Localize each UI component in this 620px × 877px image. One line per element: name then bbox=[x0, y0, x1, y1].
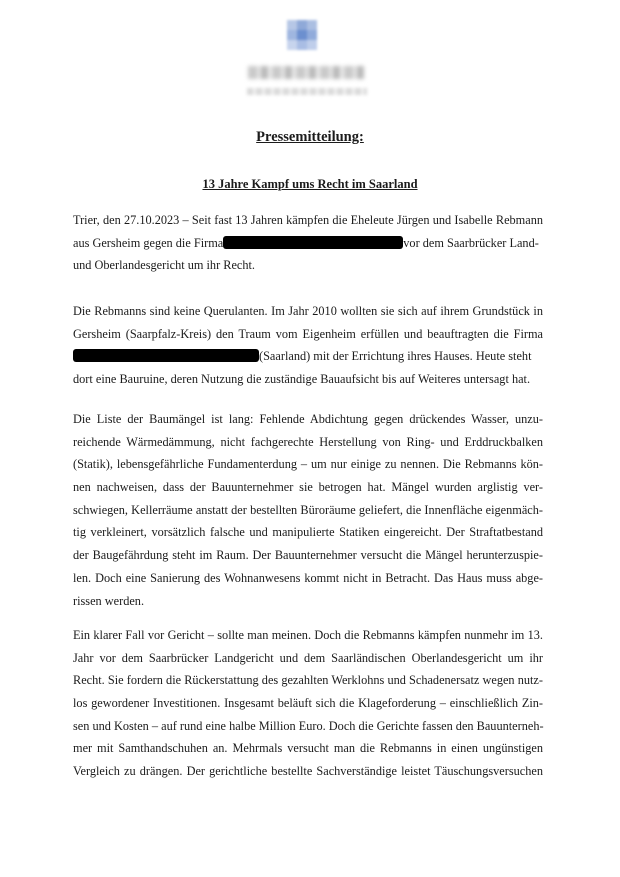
text-line: rissen werden. bbox=[73, 593, 145, 608]
text-line: Vergleich zu drängen. Der gerichtliche bestellte Sachverständige leistet Täuschungsversuchen bbox=[73, 764, 543, 779]
text-line: reichende Wärmedämmung, nicht fachgerechte Herstellung von Ring- und Erddruckbalken bbox=[73, 434, 543, 449]
text-line: Jahr vor dem Saarbrücker Landgericht und dem Saarländischen Oberlandesgericht um ihr bbox=[73, 650, 543, 665]
text-line: Die Rebmanns sind keine Querulanten. Im Jahr 2010 wollten sie sich auf ihrem Grundstück in bbox=[73, 304, 543, 318]
press-release-headline: 13 Jahre Kampf ums Recht im Saarland bbox=[202, 177, 418, 191]
letterhead-logo bbox=[287, 20, 317, 50]
letterhead-subtitle-blurred bbox=[247, 88, 367, 95]
text-fragment: (Saarland) mit der Errichtung ihres Hauses. Heute steht bbox=[259, 349, 532, 364]
paragraph-intro bbox=[73, 209, 543, 277]
text-line-with-redaction bbox=[73, 232, 543, 255]
text-fragment: aus Gersheim gegen die Firma bbox=[73, 235, 224, 250]
text-line: Recht. Sie fordern die Rückerstattung des gezahlten Werklohns und Schadenersatz wegen nutz- bbox=[73, 673, 543, 688]
text-line: Gersheim (Saarpfalz-Kreis) den Traum vom Eigenheim erfüllen und beauftragten die Firma bbox=[73, 326, 543, 341]
paragraph-defects bbox=[73, 408, 543, 612]
text-line: dort eine Bauruine, deren Nutzung die zuständige Bauaufsicht bis auf Weiteres untersagt hat. bbox=[73, 372, 531, 387]
text-line: Ein klarer Fall vor Gericht – sollte man meinen. Doch die Rebmanns kämpfen nunmehr im 13. bbox=[73, 628, 543, 642]
text-line: sen und Kosten – auf rund eine halbe Million Euro. Doch die Gerichte fassen den Bauunterneh- bbox=[73, 718, 544, 733]
text-line: nen nachweisen, dass der Bauunternehmer sie betrogen hat. Mängel wurden arglistig ver- bbox=[73, 480, 543, 495]
text-fragment: vor dem Saarbrücker Land- bbox=[403, 235, 539, 250]
press-release-title: Pressemitteilung: bbox=[256, 129, 364, 145]
text-line: und Oberlandesgericht um ihr Recht. bbox=[73, 258, 256, 273]
text-line: der Baugefährdung steht im Raum. Der Bauunternehmer versucht die Mängel herunterzuspie- bbox=[73, 548, 543, 563]
redacted-company-name bbox=[73, 349, 259, 362]
text-line: len. Doch eine Sanierung des Wohnanwesens kommt nicht in Betracht. Das Haus muss abge- bbox=[73, 570, 543, 585]
text-line: (Statik), lebensgefährliche Fundamenterdung – um nur einige zu nennen. Die Rebmanns kön- bbox=[73, 457, 543, 472]
redacted-company-name bbox=[223, 236, 403, 249]
text-line: Trier, den 27.10.2023 – Seit fast 13 Jahren kämpfen die Eheleute Jürgen und Isabelle Rebmann bbox=[73, 213, 543, 227]
paragraph-background bbox=[73, 300, 543, 391]
text-line-with-redaction bbox=[73, 345, 543, 368]
text-line: tig verkleinert, vorsätzlich falsche und manipulierte Statiken eingereicht. Der Straftatbestand bbox=[73, 525, 543, 540]
paragraph-court-case bbox=[73, 624, 543, 783]
letterhead-name-blurred bbox=[248, 66, 364, 79]
text-line: Die Liste der Baumängel ist lang: Fehlende Abdichtung gegen drückendes Wasser, unzu- bbox=[73, 412, 543, 426]
text-line: mer mit Samthandschuhen an. Mehrmals versucht man die Rebmanns in einen ungünstigen bbox=[73, 741, 543, 756]
text-line: los gewordener Investitionen. Insgesamt beläuft sich die Klageforderung – einschließlich Zin- bbox=[73, 696, 543, 711]
text-line: schwiegen, Kellerräume anstatt der bestellten Büroräume geliefert, die Innenfläche eigenmäch- bbox=[73, 502, 543, 517]
